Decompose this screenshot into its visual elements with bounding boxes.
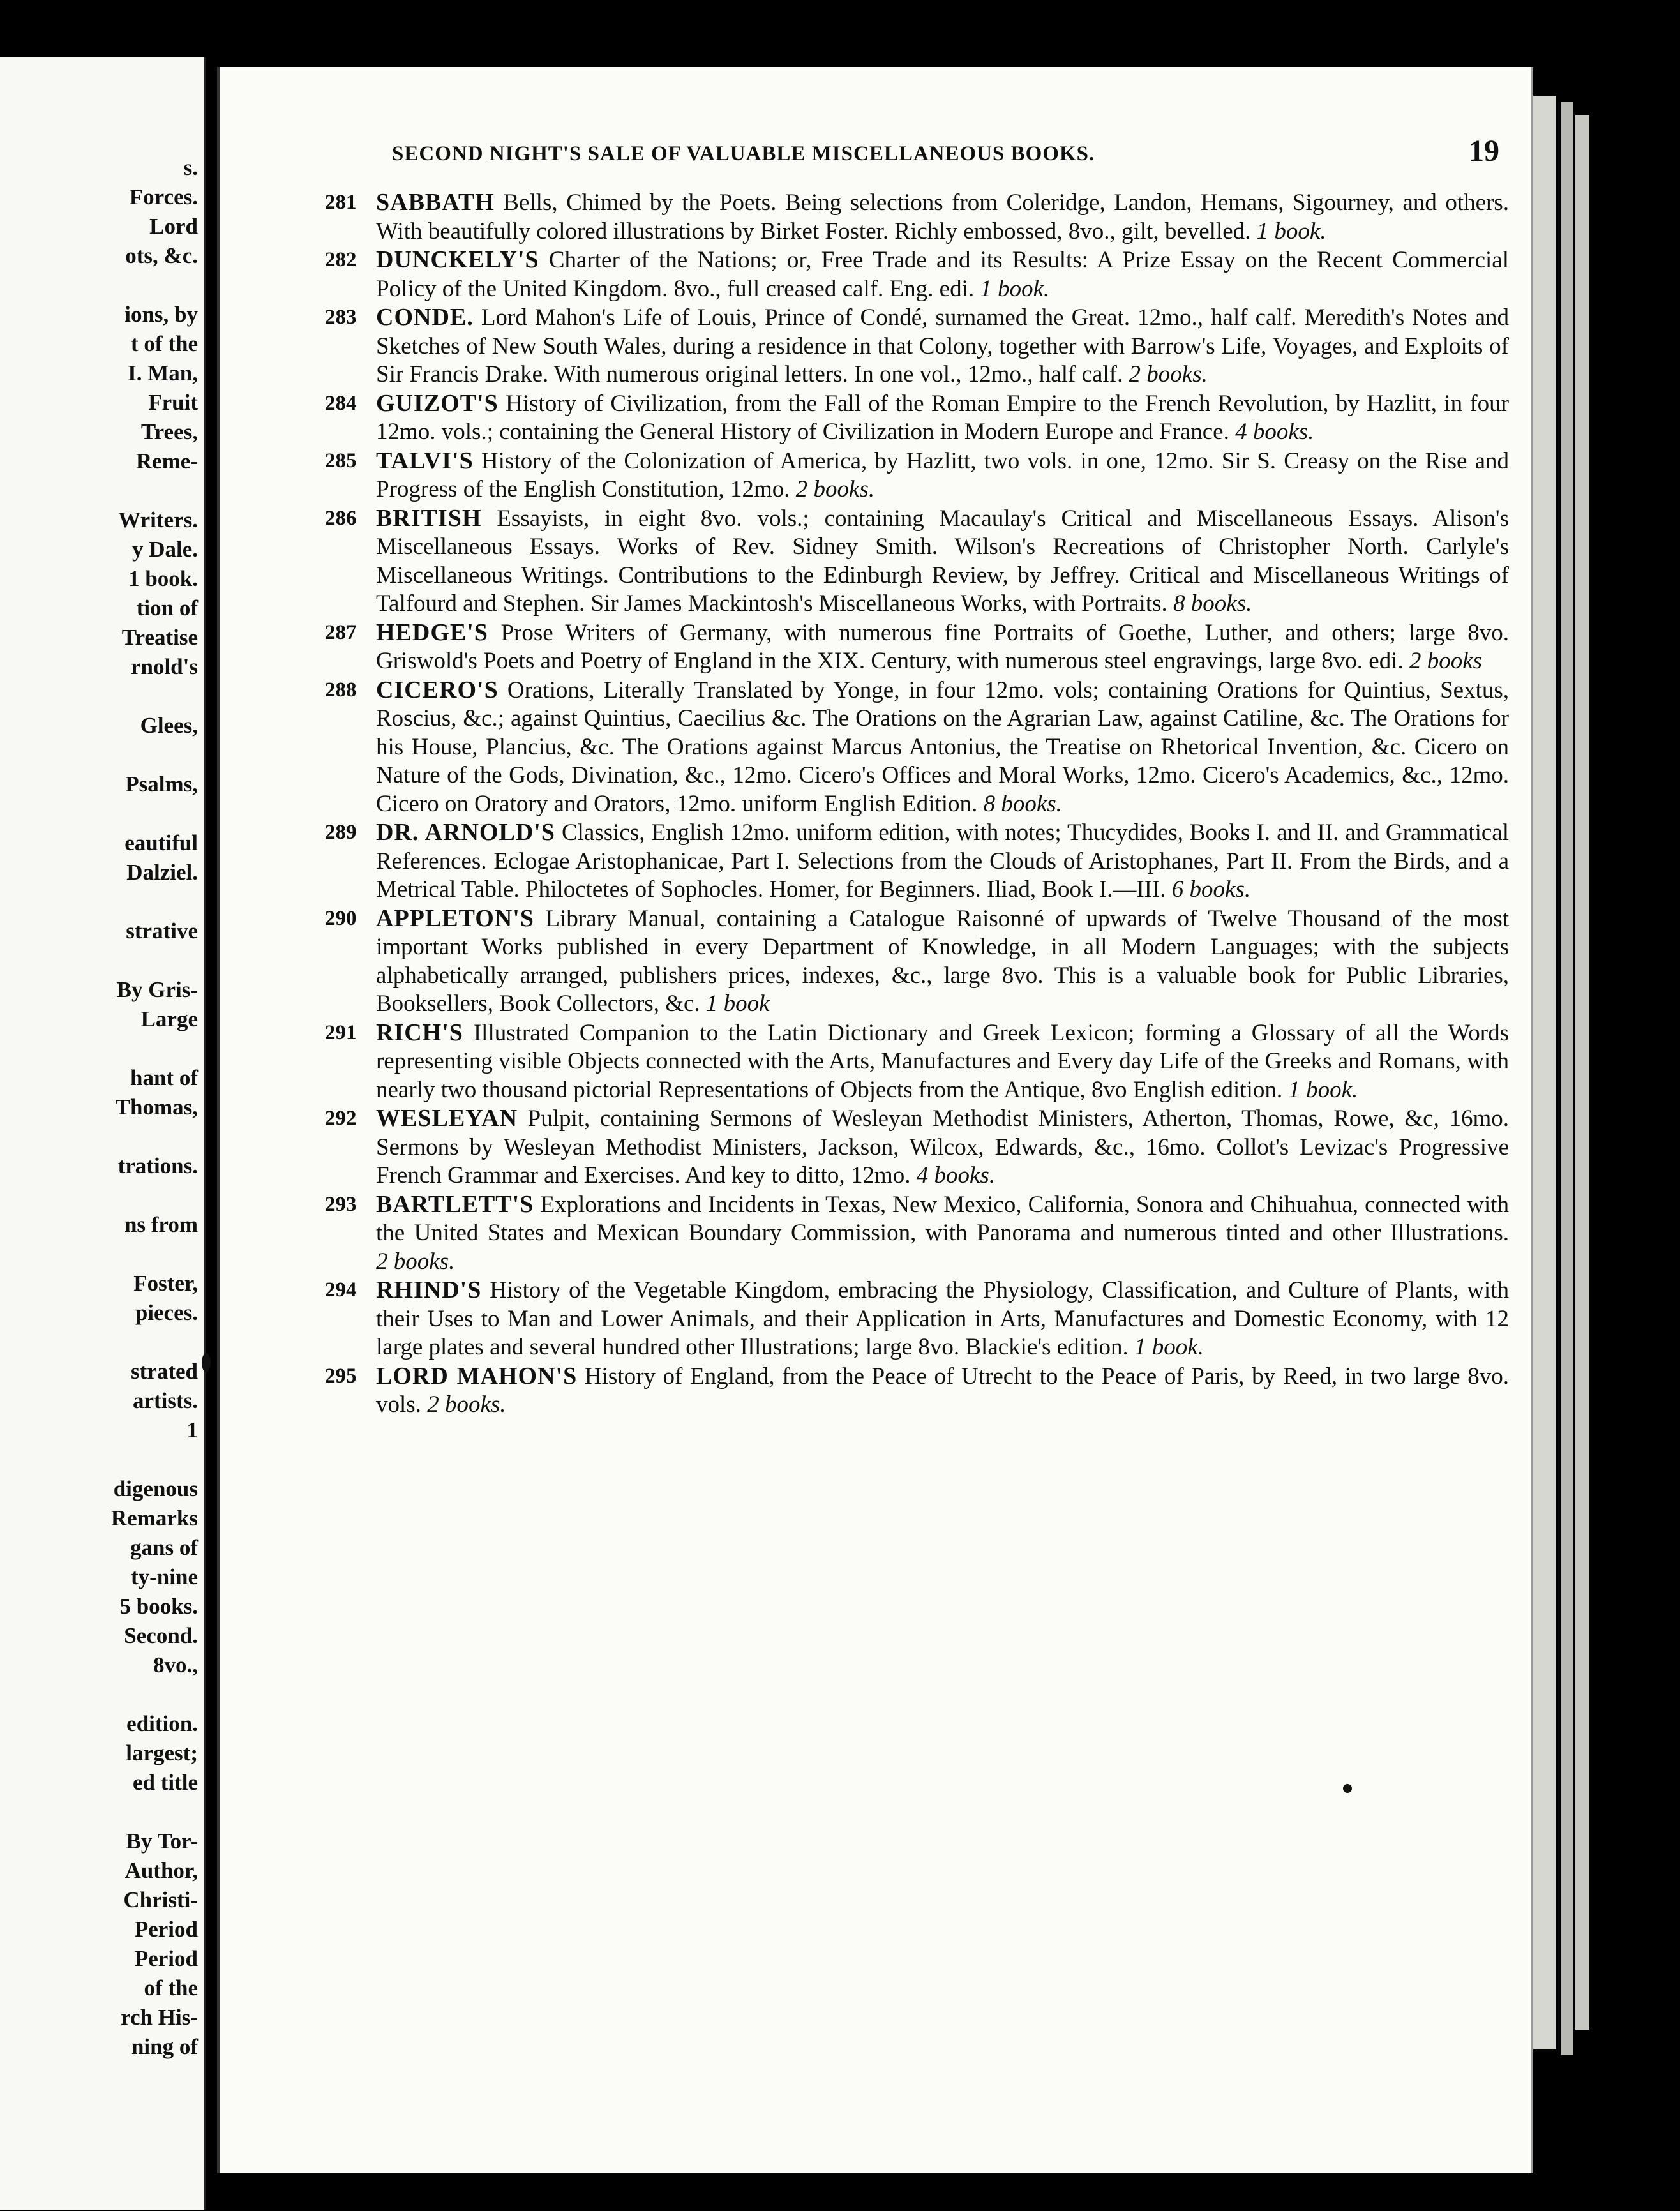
lot-book-count: 8 books. [983,790,1062,817]
previous-page-line: Fruit [148,390,198,415]
previous-page-line: tion of [136,596,198,620]
lot-description: History of Civilization, from the Fall of the Roman Empire to the French Revolution, by Hazlitt, in four 12mo. vols.; containing the General History of Civilization in Modern Europe and France. [376,390,1509,445]
previous-page-line: Trees, [140,419,198,444]
previous-page-line: rnold's [130,654,198,679]
previous-page-line: Forces. [129,184,198,209]
lot-number: 292 [325,1107,357,1130]
lot-title: BARTLETT'S [376,1190,534,1218]
lot-title: SABBATH [376,189,495,216]
binding-mark [202,1353,211,1372]
previous-page-line: strative [126,918,198,943]
previous-page-line: pieces. [135,1300,198,1325]
previous-page-line: Second. [124,1623,198,1648]
catalogue-page [217,67,1533,2173]
lot-description: Bells, Chimed by the Poets. Being selections from Coleridge, Landon, Hemans, Sigourney, and others. With beautifully colored illustrations by Birket Foster. Richly embossed, 8vo., gilt, bevelled. [376,190,1509,244]
lot-book-count: 4 books. [1235,419,1314,445]
previous-page-line: I. Man, [128,361,198,386]
previous-page-line: Lord [149,214,198,239]
lot-book-count: 2 books. [427,1391,506,1418]
lot-title: CONDE. [376,304,474,331]
previous-page-line: Period [134,1917,198,1942]
previous-page-line: Period [134,1946,198,1971]
previous-page-line: Dalziel. [126,860,198,885]
catalogue-lot [325,447,1509,504]
previous-page-line: 8vo., [153,1653,198,1677]
catalogue-lot [325,676,1509,819]
catalogue-lot [325,818,1509,904]
previous-page-line: Foster, [133,1271,198,1296]
page-edge [1575,115,1589,2030]
lot-number: 291 [325,1021,357,1044]
lot-book-count: 1 book. [1288,1076,1358,1103]
lot-number: 281 [325,191,357,214]
lot-title: LORD MAHON'S [376,1362,578,1390]
lot-title: RHIND'S [376,1277,482,1303]
previous-page-line: Reme- [135,449,198,474]
lot-number: 284 [325,391,357,415]
lot-number: 293 [325,1192,357,1216]
lot-description: Charter of the Nations; or, Free Trade and its Results: A Prize Essay on the Recent Commercial Policy of the United Kingdom. 8vo., full creased calf. Eng. edi. [376,247,1509,302]
previous-page-line: s. [183,155,198,180]
lot-book-count: 2 books. [795,476,875,502]
lot-description: Essayists, in eight 8vo. vols.; containing Macaulay's Critical and Miscellaneous Essays. Alison's Miscellaneous Essays. Works of Rev. Sidney Smith. Wilson's Recreations of Christopher North. Carlyle's Miscellaneous Writings. Contributions to the Edinburgh Review, by Jeffrey. Critical and Miscellaneous Writings of Talfourd and Stephen. Sir James Mackintosh's Miscellaneous Works, with Portraits. [376,505,1509,617]
previous-page-line: ning of [131,2034,198,2059]
catalogue-lot [325,303,1509,389]
lot-description: Pulpit, containing Sermons of Wesleyan Methodist Ministers, Atherton, Thomas, Rowe, &c, 16mo. Sermons by Wesleyan Methodist Ministers, Jackson, Wilcox, Edwards, &c., 16mo. Collot's Levizac's Progressive French Grammar and Exercises. And key to ditto, 12mo. [376,1106,1509,1188]
previous-page-line: Remarks [110,1506,198,1531]
previous-page-line: edition. [126,1711,198,1736]
previous-page-line: Large [140,1007,198,1031]
previous-page-line: trations. [117,1153,198,1178]
lot-number: 287 [325,620,357,644]
page-header [392,134,1506,168]
previous-page-line: By Tor- [126,1829,198,1854]
catalogue-lot [325,504,1509,618]
catalogue-lot [325,1362,1509,1420]
previous-page-line: ed title [132,1770,198,1795]
previous-page-line: ty-nine [131,1564,198,1589]
lot-number: 288 [325,678,357,701]
catalogue-lot [325,1190,1509,1277]
ink-spot [1343,1784,1352,1793]
catalogue-lot [325,389,1509,447]
lot-title: DUNCKELY'S [376,246,539,273]
previous-page-line: gans of [130,1535,198,1560]
lot-title: APPLETON'S [376,904,534,932]
page-number: 19 [1469,134,1499,168]
previous-page-line: hant of [130,1065,198,1090]
catalogue-lot [325,1019,1509,1105]
previous-page-line: Thomas, [115,1095,198,1120]
previous-page-line: 5 books. [119,1594,198,1619]
lot-title: RICH'S [376,1019,463,1046]
previous-page-line: Treatise [121,625,198,650]
lot-description: Library Manual, containing a Catalogue Raisonné of upwards of Twelve Thousand of the most important Works published in every Department of Knowledge, in all Modern Languages; with the subjects alphabetically arranged, publishers prices, indexes, &c., large 8vo. This is a valuable book for Public Libraries, Booksellers, Book Collectors, &c. [376,905,1510,1017]
previous-page-line: strated [131,1359,198,1384]
lot-number: 285 [325,449,357,472]
lot-description: Explorations and Incidents in Texas, New Mexico, California, Sonora and Chihuahua, connected with the United States and Mexican Boundary Commission, with Panorama and numerous tinted and other Illustrations. [376,1191,1509,1246]
previous-page-line: ots, &c. [125,243,198,268]
lot-book-count: 6 books. [1171,876,1251,903]
previous-page-line: ions, by [124,302,198,327]
catalogue-lot [325,904,1509,1019]
lot-description: Illustrated Companion to the Latin Dictionary and Greek Lexicon; forming a Glossary of all the Words representing visible Objects connected with the Arts, Manufactures and Every day Life of the Greeks and Romans, with nearly two thousand pictorial Representations of Objects from the Antique, 8vo English edition. [376,1019,1510,1103]
lot-description: History of the Vegetable Kingdom, embracing the Physiology, Classification, and Culture of Plants, with their Uses to Man and Lower Animals, and their Application in Arts, Manufactures and Domestic Economy, with 12 large plates and several hundred other Illustrations; large 8vo. Blackie's edition. [376,1277,1509,1360]
previous-page-line: By Gris- [116,977,198,1002]
lot-title: DR. ARNOLD'S [376,819,555,846]
lot-number: 282 [325,248,357,271]
lot-book-count: 2 books [1409,648,1483,674]
lot-number: 286 [325,506,357,530]
previous-page-line: t of the [131,331,198,356]
page-edge [1561,102,1573,2055]
previous-page-line: eautiful [124,830,198,855]
catalogue-lot [325,246,1509,303]
previous-page-line: largest; [126,1741,198,1765]
lot-number: 283 [325,306,357,329]
catalogue-lot [325,1276,1509,1362]
lot-title: GUIZOT'S [376,389,499,417]
lot-description: Prose Writers of Germany, with numerous fine Portraits of Goethe, Luther, and others; large 8vo. Griswold's Poets and Poetry of England in the XIX. Century, with numerous steel engravings, large 8vo. edi. [376,619,1510,674]
lot-number: 290 [325,906,357,930]
lot-book-count: 4 books. [916,1162,996,1188]
previous-page-line: 1 book. [128,566,198,591]
lot-description: Lord Mahon's Life of Louis, Prince of Condé, surnamed the Great. 12mo., half calf. Meredith's Notes and Sketches of New South Wales, during a residence in that Colony, together with Barrow's Life, Voyages, and Exploits of Sir Francis Drake. With numerous original letters. In one vol., 12mo., half calf. [376,304,1509,387]
page-edge [1533,96,1556,2049]
lot-title: CICERO'S [376,676,499,703]
lot-book-count: 1 book [705,991,770,1017]
lot-description: History of the Colonization of America, by Hazlitt, two vols. in one, 12mo. Sir S. Creasy on the Rise and Progress of the English Constitution, 12mo. [376,447,1509,502]
previous-page-line: 1 [186,1418,198,1443]
lot-title: BRITISH [376,504,482,532]
lot-title: TALVI'S [376,447,474,474]
previous-page-line: digenous [113,1476,198,1501]
catalogue-lot [325,1104,1509,1190]
lot-number: 294 [325,1278,357,1301]
lot-number: 289 [325,821,357,844]
lot-book-count: 2 books. [1129,361,1208,387]
lot-book-count: 1 book. [1256,218,1326,244]
previous-page-line: Writers. [118,507,198,532]
lot-book-count: 8 books. [1173,590,1252,617]
previous-page-line: of the [144,1975,198,2000]
lot-description: Classics, English 12mo. uniform edition, with notes; Thucydides, Books I. and II. and Grammatical References. Eclogae Aristophanicae, Part I. Selections from the Clouds of Aristophanes, Part II. From the Birds, and a Metrical Table. Philoctetes of Sophocles. Homer, for Beginners. Iliad, Book I.—III. [376,820,1510,903]
lot-book-count: 2 books. [376,1248,455,1275]
lot-book-count: 1 book. [1134,1334,1204,1360]
previous-page-line: Christi- [123,1887,198,1912]
lot-book-count: 1 book. [980,275,1050,302]
previous-page-line: rch His- [121,2005,198,2030]
page-title: SECOND NIGHT'S SALE OF VALUABLE MISCELLANEOUS BOOKS. [392,142,1095,165]
catalogue-lot [325,188,1509,246]
lot-title: WESLEYAN [376,1105,518,1132]
lot-list [325,188,1509,1420]
lot-number: 295 [325,1364,357,1388]
previous-page-line: artists. [132,1388,198,1413]
lot-description: Orations, Literally Translated by Yonge, in four 12mo. vols; containing Orations for Quintius, Sextus, Roscius, &c.; against Quintius, Caecilius &c. The Orations on the Agrarian Law, against Catiline, &c. The Orations for his House, Plancius, &c. The Orations against Marcus Antonius, the Treatise on Rhetorical Invention, &c. Cicero on Nature of the Gods, Divination, &c., 12mo. Cicero's Offices and Moral Works, 12mo. Cicero's Academics, &c., 12mo. Cicero on Oratory and Orators, 12mo. uniform English Edition. [376,677,1509,817]
lot-description: History of England, from the Peace of Utrecht to the Peace of Paris, by Reed, in two large 8vo. vols. [376,1363,1509,1418]
previous-page-line: Glees, [140,713,198,738]
previous-page-line: Psalms, [125,772,198,797]
catalogue-lot [325,618,1509,676]
previous-page-line: ns from [124,1212,198,1237]
previous-page-line: Author, [124,1858,198,1883]
previous-page-fragment [0,57,206,2210]
lot-title: HEDGE'S [376,618,488,646]
previous-page-line: y Dale. [131,537,198,562]
